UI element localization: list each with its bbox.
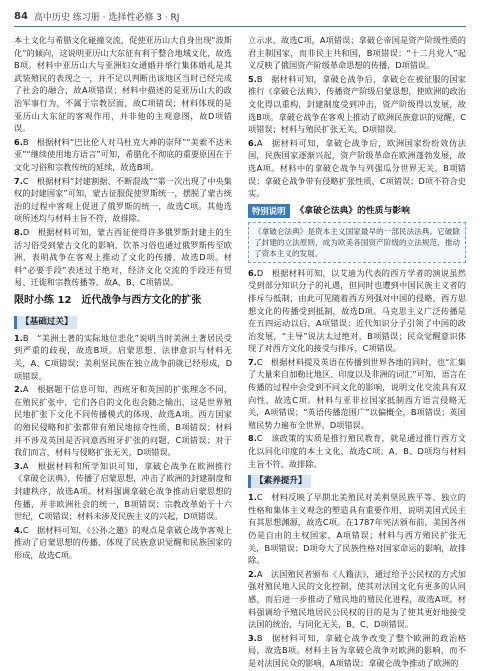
answer-item: 1.C 材料反映了早期北美殖民对美利坚民族平等、独立的性格和集体主义观念的塑造具有重要作用，说明美国式民主有其思想渊源，故选C项。在1787年宪法颁布前，美国各州仍是自由的主权国家，A项错误；材料与西方殖民扩张无关，B项错误；D项夸大了民族性格对国家命运的影响，故排除。 [248,492,466,566]
topic-header [248,204,466,218]
answer-item: 6.B 根据材料“巴比伦人对马杜克大神的崇拜”“美索不达米亚”“继续使用地方语言”可知，希腊化不彻底的重要原因在于文化习俗和宗教传统的延续，故选B项。 [14,136,232,172]
answer-item: 3.A 根据材料和所学知识可知，拿破仑战争在欧洲推行《拿破仑法典》，传播了启蒙思想，冲击了欧洲的封建制度和封建秩序，故选A项。材料强调拿破仑战争推动启蒙思想的传播，并非欧洲社会的统一，B项错误；宗教改革始于十六世纪，C项错误；材料未涉及民族主义的兴起，D项错误。 [14,460,232,522]
answer-item: 6.A 据材料可知，拿破仑战争后，欧洲国家纷纷效仿法国，民族国家逐渐兴起，资产阶级革命在欧洲蓬勃发展，故选A项。材料中的拿破仑战争与列强瓜分世界无关，B项错误；拿破仑战争带有侵略扩张性质，C项错误；D项不符合史实。 [248,137,466,199]
running-title: 高中历史 练习册 · 选择性必修 3 · RJ [33,12,180,23]
answer-item: 1.B “美洲土著的实际地位悲化”说明当时美洲土著居民受到严重的歧视，故选B项。启蒙思想、法律意识与材料无关，A、C项错误；美利坚民族在独立战争前就已经形成，D项错误。 [14,332,232,381]
answer-item: 8.C 该政策的实质是推行殖民教育，就是通过推行西方文化以同化印度的本土文化，故选C项。A、B、D项均与材料主旨不符，故排除。 [248,433,466,469]
quote-box: 《拿破仑法典》是资本主义国家最早的一部民法法典。它破除了封建的立法原则，成为欧美各国资产阶级的立法规范，推动了资本主义的发展。 [248,222,466,263]
answer-item: 3.B 据材料可知，拿破仑战争改变了整个欧洲的政治格局，故选B项。材料主旨为拿破仑战争对欧洲的影响，而不是对法国民众的影响，A项错误；拿破仑战争推动了欧洲的 [248,632,466,668]
answer-item: 5.B 据材料可知，拿破仑战争后，拿破仑在被征服的国家推行《拿破仑法典》，传播资产阶级启蒙思想，使欧洲的政治文化得以重构，封建制度受到冲击，资产阶级得以发展，故选B项。拿破仑战争在客观上推动了欧洲民族意识的觉醒，C项错误；材料与殖民扩张无关，D项错误。 [248,73,466,135]
page-header [14,8,179,24]
page-number: 84 [14,10,28,22]
section-title: 限时小练 12 近代战争与西方文化的扩张 [14,294,202,306]
answer-item: 7.C 根据材料提及英语在传播到世界各地的同时，也“汇集了大量来自加勒比地区、印度以及非洲的词汇”可知，语言在传播的过程中会受到不同文化的影响，说明文化交流具有双向性，故选C项。材料与亚非拉国家抵制西方语言侵略无关，A项错误；“英语传播范围广”以偏概全，B项错误；英国殖民势力遍布全世界，D项错误。 [248,356,466,430]
intro-paragraph: 立示求，故选C项，A项错误；拿破仑帝国是资产阶级性质的君主制国家，而非民主共和国，B项错误；“十二月党人”起义反映了俄国资产阶级革命思想的传播，D项错误。 [248,35,466,71]
right-column [248,34,466,671]
left-column [14,34,232,563]
topic-title: 《拿破仑法典》的性质与影响 [295,205,410,216]
header-rule [14,26,466,27]
basic-tag: 【基础过关】 [14,316,77,329]
answer-item: 8.D 根据材料可知，蒙古西征使得许多俄罗斯封建主的生活习俗受到蒙古文化的影响，饮茶习俗也通过俄罗斯传至欧洲，表明战争在客观上推动了文化的传播，故选D项。材料“必要手段”表述过于绝对，经济文化交流的手段还有贸易、迁徙和宗教传播等，故A、B、C项错误。 [14,226,232,288]
intro-paragraph: 本土文化与希腊文化碰撞交流，促使亚历山大自身出现“波斯化”的倾向，这说明亚历山大东征有利于整合地域文化，故选B项。材料中亚历山大与亚洲妇女通婚并举行集体婚礼是其武装殖民的表现之一，并不足以判断出该地区当时已经完成了社会的融合，故A项错误；材料中描述的是亚历山大的政治军事行为，不属于宗教层面，故C项错误；材料体现的是亚历山大东征的客观作用，并非他的主观意图，故D项错误。 [14,35,232,134]
answer-item: 2.A 法国殖民者颁布《人籍法》，通过给予公民权的方式加强对殖民地人民的文化控制，使其对法国文化有更多的认同感，而后进一步推动了殖民地的殖民化进程，故选A项。材料强调给予殖民地居民公民权的目的是为了使其更好地接受法国的统治，与同化无关，B、C、D项错误。 [248,568,466,630]
answer-item: 7.C 根据材料“封建割据、不断混战”“第一次出现了中央集权的封建国家”可知，蒙古征服促使罗斯统一，摆脱了蒙古统治的过程中客观上促进了俄罗斯的统一，故选C项。其他选项所述均与材料主旨不符，故排除。 [14,175,232,224]
answer-item: 4.C 据材料可知，《公孙之邀》的观点是拿破仑战争客观上推动了启蒙思想的传播，体现了民族意识觉醒和民族国家的形成，故选C项。 [14,524,232,560]
answer-item: 6.D 根据材料可知，以艾迪为代表的西方学者的演说虽然受到部分知识分子的礼遇，但同时也遭到中国民族主义者的排斥与抵制，由此可见随着西方列强对中国的侵略，西方思想文化的传播受到抵制，故选D项。马克思主义广泛传播是在五四运动以后，A项错误；近代知识分子引领了中国的政治发展，“主导”说法太过绝对，B项错误；民众觉醒意识体现了对西方文化的接受与排斥，C项错误。 [248,267,466,354]
topic-tag: 特别说明 [248,204,290,218]
answer-item: 2.A 根据题干信息可知，西班牙和英国的扩张理念不同，在殖民扩张中，它们各自的文化也会随之输出，这是世界殖民地扩张下文化不同传播模式的体现，故选A项。西方国家的殖民侵略和扩张都带有殖民地掠夺性质，B项错误；材料并不涉及英国是否同意西班牙扩张的问题，C项错误；对于我们而言，材料与侵略扩张无关，D项错误。 [14,384,232,458]
advanced-tag: 【素养提升】 [248,475,311,488]
